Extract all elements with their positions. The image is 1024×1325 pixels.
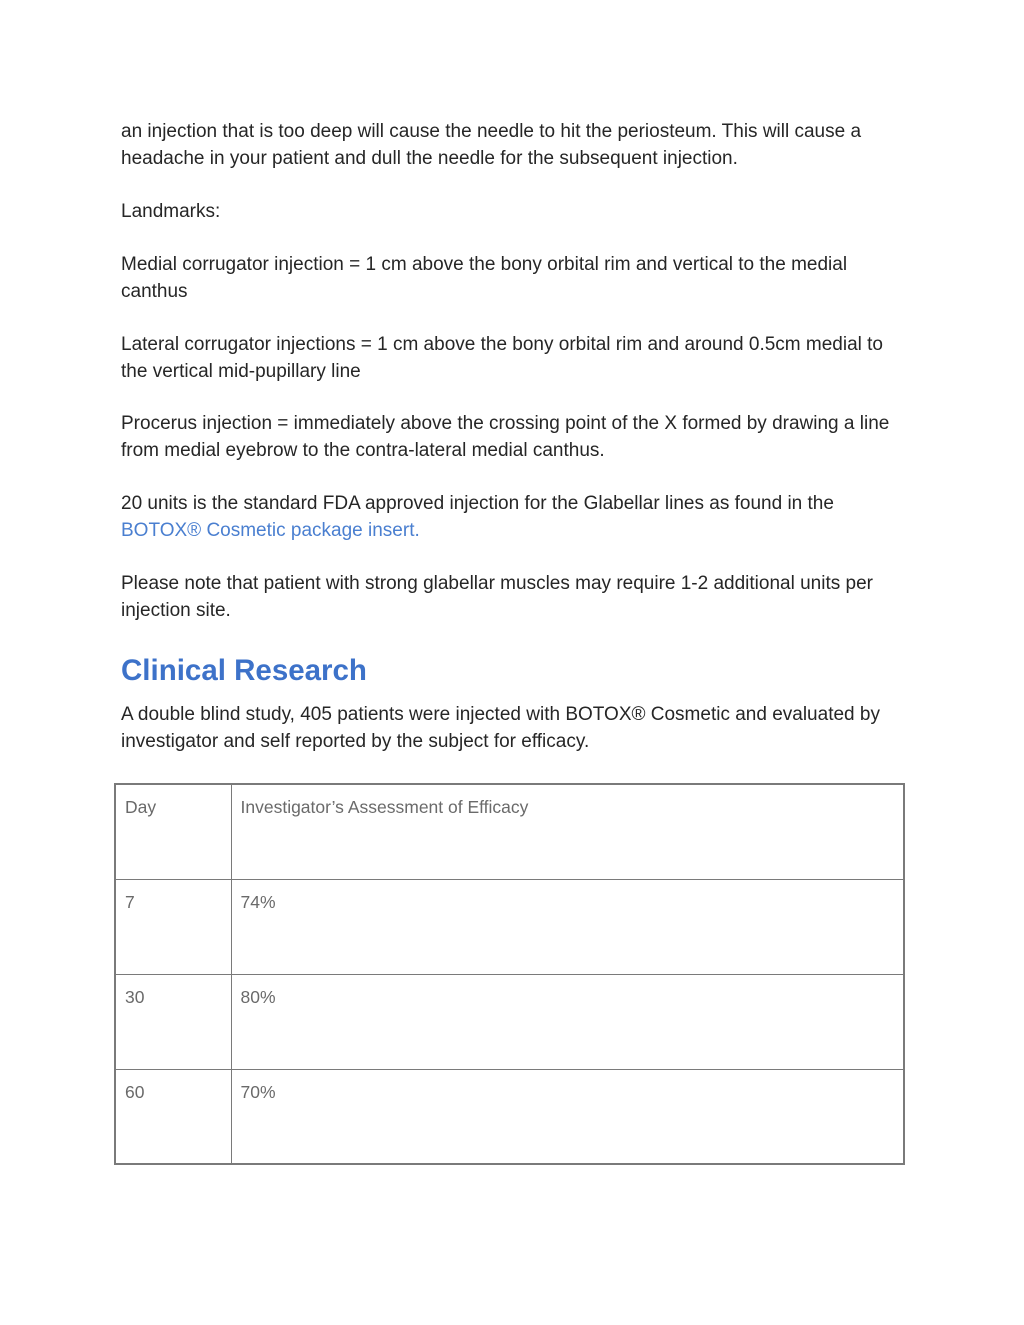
- table-header-day: Day: [115, 784, 231, 879]
- table-cell-efficacy: 70%: [231, 1069, 904, 1164]
- table-cell-efficacy: 74%: [231, 879, 904, 974]
- table-row: [115, 974, 904, 1069]
- paragraph-injection-depth: an injection that is too deep will cause the needle to hit the periosteum. This will cause a headache in your patient and dull the needle for the subsequent injection.: [121, 121, 862, 169]
- fda-units-text: 20 units is the standard FDA approved injection for the Glabellar lines as found in the: [121, 493, 834, 514]
- paragraph-additional-units-note: Please note that patient with strong glabellar muscles may require 1-2 additional units per injection site.: [121, 573, 873, 621]
- paragraph-medial-corrugator: Medial corrugator injection = 1 cm above the bony orbital rim and vertical to the medial canthus: [121, 254, 848, 302]
- package-insert-link[interactable]: BOTOX® Cosmetic package insert.: [121, 519, 420, 541]
- paragraph-procerus: Procerus injection = immediately above the crossing point of the X formed by drawing a line from medial eyebrow to the contra-lateral medial canthus.: [121, 413, 890, 461]
- table-row: [115, 879, 904, 974]
- clinical-research-heading: Clinical Research: [121, 654, 367, 687]
- table-cell-day: 60: [115, 1069, 231, 1164]
- efficacy-table: [114, 783, 905, 1165]
- table-cell-day: 7: [115, 879, 231, 974]
- paragraph-fda-units: [121, 491, 911, 544]
- clinical-research-intro: A double blind study, 405 patients were injected with BOTOX® Cosmetic and evaluated by investigator and self reported by the subject for efficacy.: [121, 704, 880, 752]
- table-header-row: [115, 784, 904, 879]
- table-header-assessment: Investigator’s Assessment of Efficacy: [231, 784, 904, 879]
- table-cell-day: 30: [115, 974, 231, 1069]
- table-row: [115, 1069, 904, 1164]
- paragraph-lateral-corrugator: Lateral corrugator injections = 1 cm above the bony orbital rim and around 0.5cm medial to the vertical mid-pupillary line: [121, 334, 883, 382]
- table-cell-efficacy: 80%: [231, 974, 904, 1069]
- landmarks-label: Landmarks:: [121, 201, 221, 222]
